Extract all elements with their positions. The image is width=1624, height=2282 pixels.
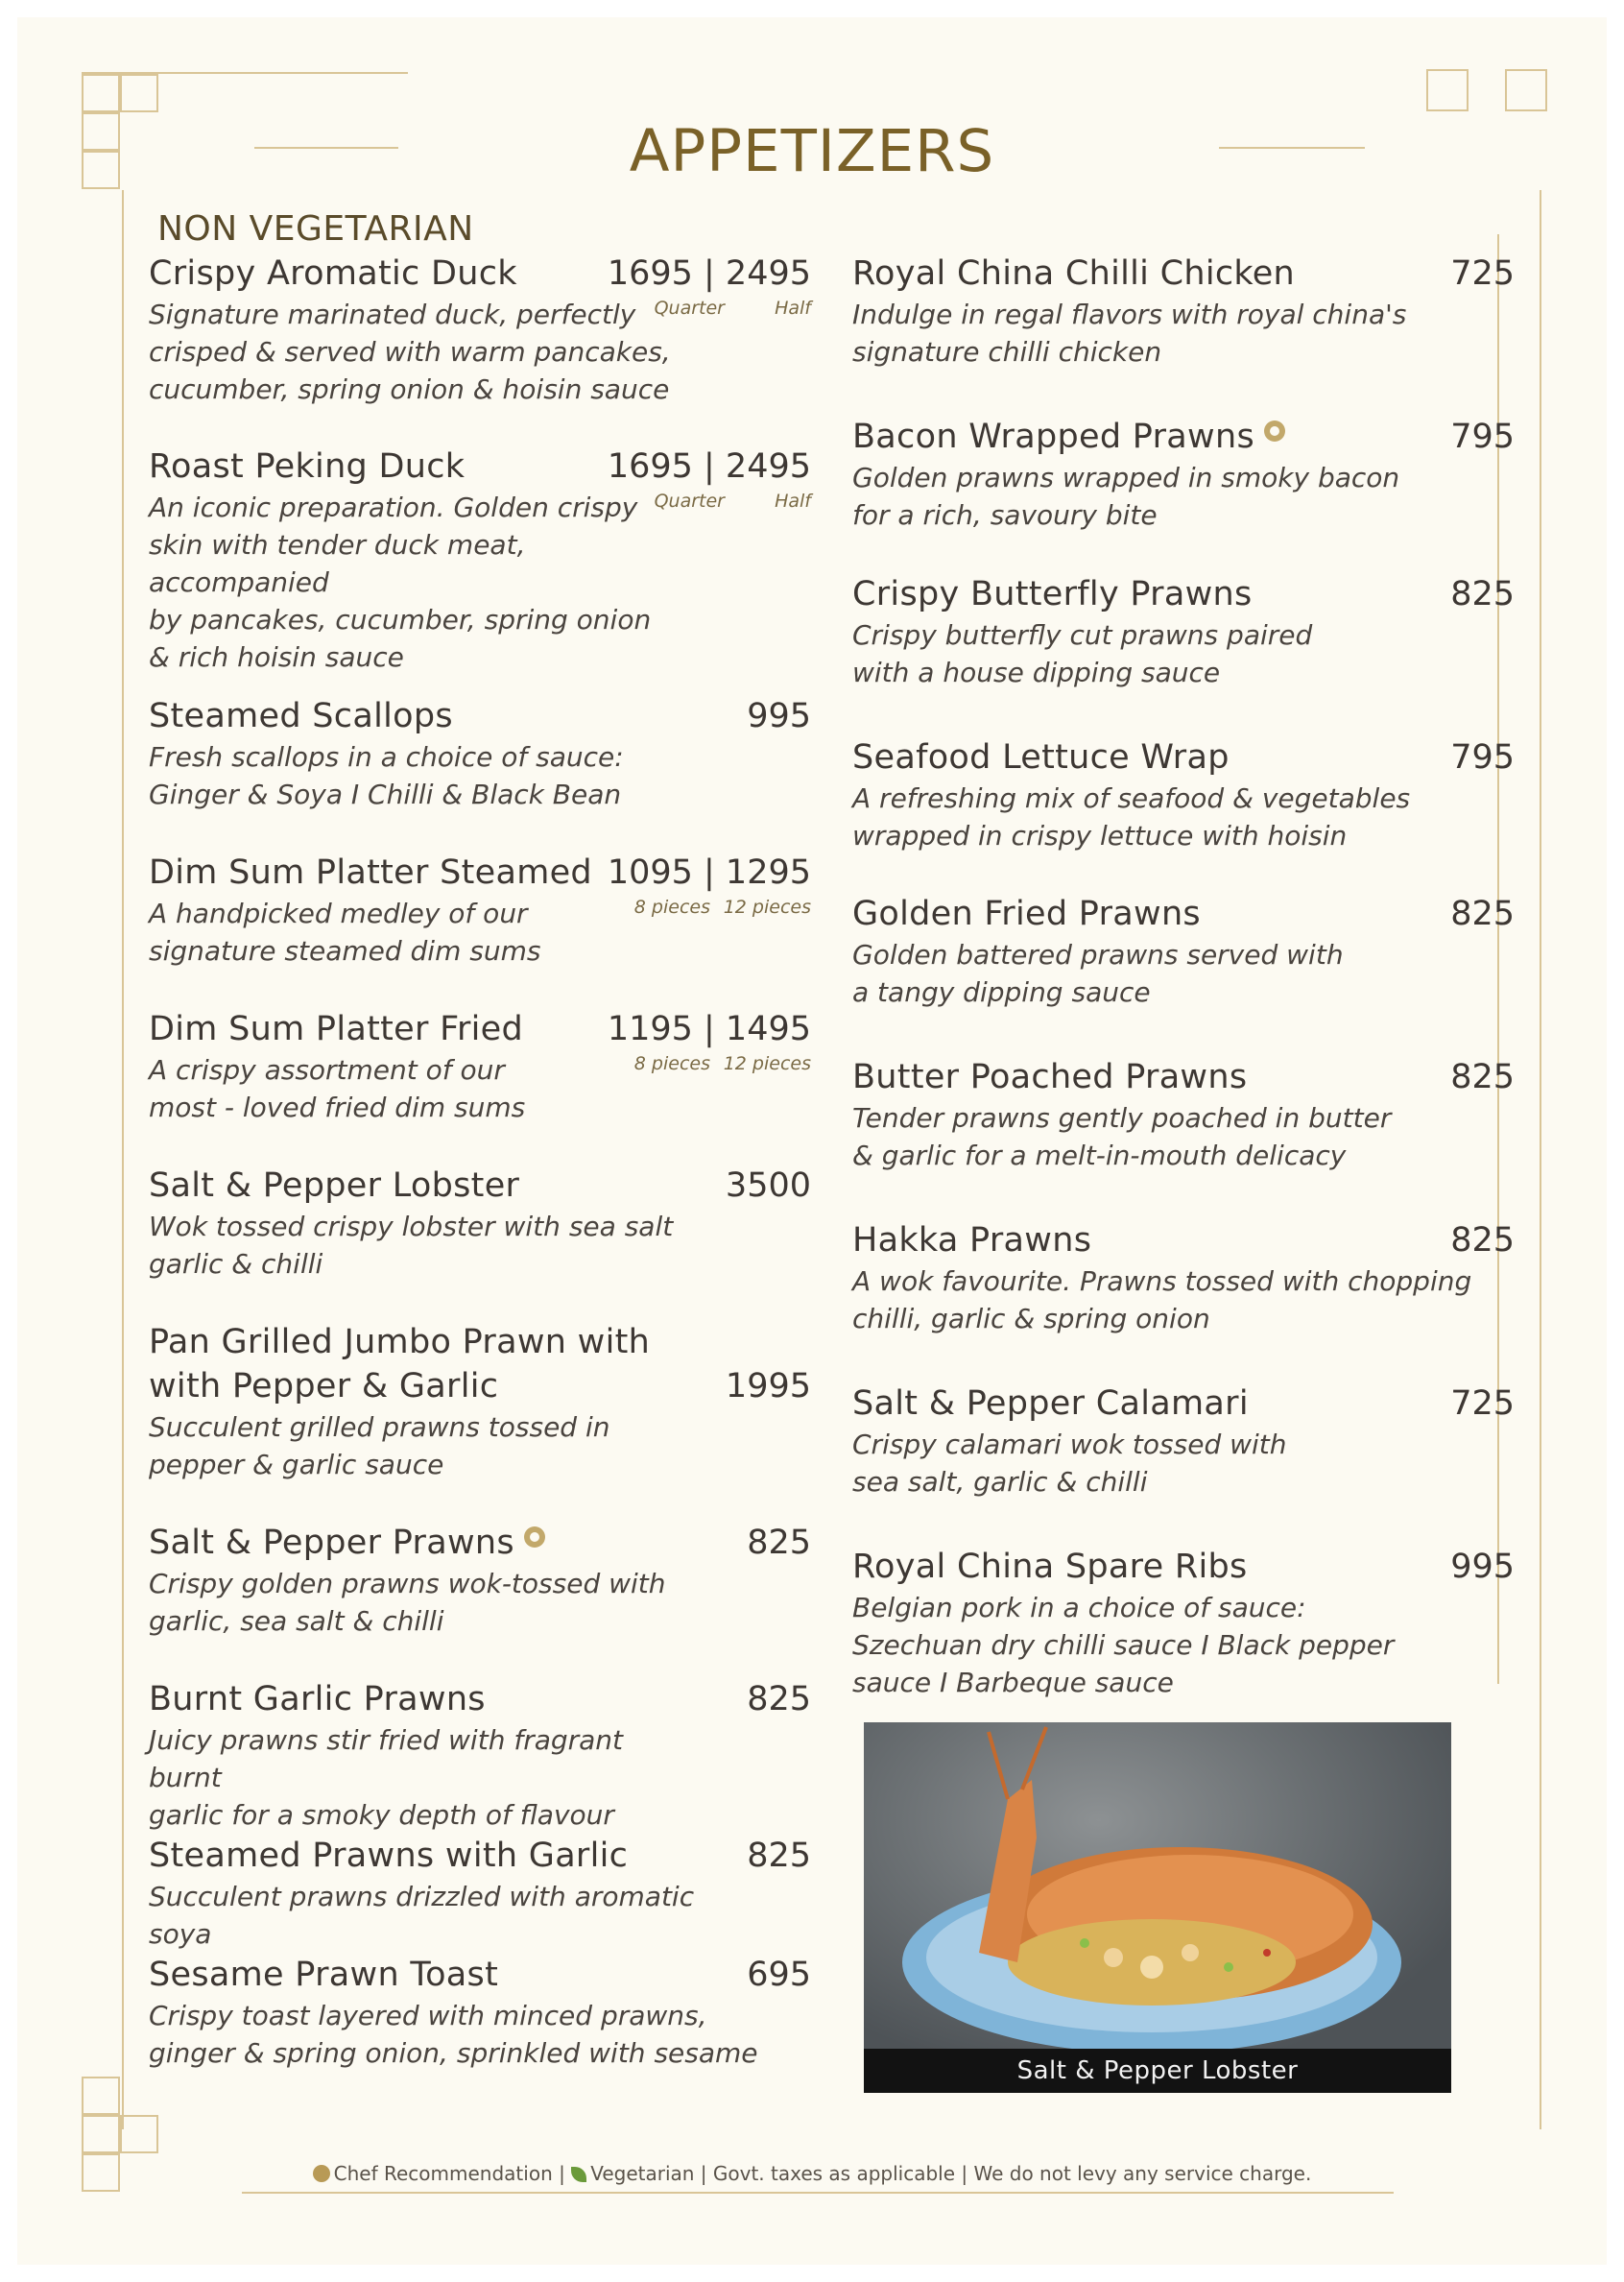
item-description: A wok favourite. Prawns tossed with chopping chilli, garlic & spring onion xyxy=(852,1265,1472,1334)
item-price: 825 xyxy=(747,1680,811,1718)
corner-box xyxy=(120,74,158,112)
item-name-text: Bacon Wrapped Prawns xyxy=(852,418,1254,456)
lobster-photo xyxy=(864,1722,1451,2049)
item-name: Royal China Chilli Chicken xyxy=(852,254,1296,293)
footer-chef-text: Chef Recommendation | xyxy=(333,2162,565,2185)
menu-item xyxy=(852,572,1515,691)
item-name: Sesame Prawn Toast xyxy=(149,1956,499,1994)
item-description: Golden prawns wrapped in smoky bacon for a rich, savoury bite xyxy=(852,462,1400,531)
item-description: Golden battered prawns served with a tangy dipping sauce xyxy=(852,939,1344,1008)
menu-page xyxy=(17,17,1607,2265)
menu-item xyxy=(149,252,811,408)
menu-item xyxy=(852,1381,1515,1501)
vegetarian-leaf-icon xyxy=(571,2167,586,2182)
item-description: Crispy butterfly cut prawns paired with a house dipping sauce xyxy=(852,619,1313,688)
item-price: 3500 xyxy=(725,1166,811,1205)
frame-line xyxy=(242,2192,1394,2194)
item-name xyxy=(852,415,1515,459)
item-name-text: Salt & Pepper Prawns xyxy=(149,1524,514,1562)
item-name: Salt & Pepper Lobster xyxy=(149,1166,520,1205)
item-price: 1695 | 2495 xyxy=(607,254,811,293)
item-description: Crispy toast layered with minced prawns, ginger & spring onion, sprinkled with sesame xyxy=(149,2000,758,2069)
size-label: Quarter xyxy=(654,491,725,512)
item-price: 825 xyxy=(747,1524,811,1562)
item-description: Succulent grilled prawns tossed in pepper & garlic sauce xyxy=(149,1411,610,1480)
menu-item xyxy=(149,1953,811,2072)
item-price: 995 xyxy=(1450,1548,1515,1586)
item-sizes xyxy=(633,1053,811,1074)
item-price: 825 xyxy=(1450,575,1515,613)
menu-item xyxy=(149,1320,811,1483)
item-name xyxy=(149,1521,811,1565)
footer-veg-text: Vegetarian | Govt. taxes as applicable | We do not levy any service charge. xyxy=(590,2162,1312,2185)
size-label: Half xyxy=(775,298,811,319)
item-name: Butter Poached Prawns xyxy=(852,1058,1248,1096)
item-description: Wok tossed crispy lobster with sea salt garlic & chilli xyxy=(149,1211,674,1280)
item-description: A crispy assortment of our most - loved fried dim sums xyxy=(149,1054,526,1123)
chef-recommendation-icon xyxy=(1264,420,1285,442)
item-name: Dim Sum Platter Fried xyxy=(149,1010,524,1048)
item-price: 1195 | 1495 xyxy=(607,1010,811,1048)
menu-item xyxy=(852,892,1515,1011)
item-price: 1995 xyxy=(725,1367,811,1405)
corner-box xyxy=(1505,69,1547,111)
item-description: A handpicked medley of our signature steamed dim sums xyxy=(149,898,541,967)
item-name: Pan Grilled Jumbo Prawn with xyxy=(149,1323,651,1361)
size-label: 12 pieces xyxy=(723,897,811,918)
item-price: 695 xyxy=(747,1956,811,1994)
frame-line xyxy=(122,190,124,2129)
menu-item xyxy=(149,1521,811,1640)
lobster-dish-illustration xyxy=(864,1722,1451,2049)
item-description: Fresh scallops in a choice of sauce: Ginger & Soya I Chilli & Black Bean xyxy=(149,741,624,810)
item-price: 795 xyxy=(1450,418,1515,456)
size-label: Half xyxy=(775,491,811,512)
item-description: Succulent prawns drizzled with aromatic soya xyxy=(149,1881,695,1950)
item-name: Hakka Prawns xyxy=(852,1221,1092,1260)
item-description: Crispy calamari wok tossed with sea salt, garlic & chilli xyxy=(852,1429,1287,1498)
item-sizes xyxy=(648,298,811,319)
page-title: APPETIZERS xyxy=(629,117,995,185)
size-label: 12 pieces xyxy=(723,1053,811,1074)
item-description: Belgian pork in a choice of sauce: Szechuan dry chilli sauce I Black pepper sauce I Barbeque sauce xyxy=(852,1592,1395,1698)
corner-box xyxy=(82,2077,120,2115)
item-price: 1695 | 2495 xyxy=(607,447,811,486)
item-price: 995 xyxy=(747,697,811,735)
item-name: Crispy Aromatic Duck xyxy=(149,254,517,293)
chef-recommendation-icon xyxy=(313,2165,330,2182)
item-price: 825 xyxy=(1450,895,1515,933)
item-name: Steamed Scallops xyxy=(149,697,453,735)
item-description: Indulge in regal flavors with royal china's signature chilli chicken xyxy=(852,299,1407,368)
footer-note xyxy=(17,2162,1607,2185)
item-name: Roast Peking Duck xyxy=(149,447,466,486)
item-price: 825 xyxy=(1450,1221,1515,1260)
item-name: Burnt Garlic Prawns xyxy=(149,1680,486,1718)
item-price: 1095 | 1295 xyxy=(607,853,811,892)
photo-caption: Salt & Pepper Lobster xyxy=(864,2049,1451,2093)
item-name: Salt & Pepper Calamari xyxy=(852,1384,1249,1423)
corner-box xyxy=(120,2115,158,2153)
item-description: An iconic preparation. Golden crispy skin with tender duck meat, accompanied by pancakes, cucumber, spring onion & rich hoisin sauce xyxy=(149,492,652,673)
item-price: 825 xyxy=(1450,1058,1515,1096)
item-description: Tender prawns gently poached in butter & garlic for a melt-in-mouth delicacy xyxy=(852,1102,1392,1171)
chef-recommendation-icon xyxy=(524,1526,545,1548)
item-description: Juicy prawns stir fried with fragrant burnt garlic for a smoky depth of flavour xyxy=(149,1724,624,1831)
menu-item xyxy=(852,1545,1515,1701)
item-name: Crispy Butterfly Prawns xyxy=(852,575,1253,613)
item-name: Steamed Prawns with Garlic xyxy=(149,1837,629,1875)
size-label: 8 pieces xyxy=(633,1053,710,1074)
menu-item xyxy=(149,694,811,813)
menu-item xyxy=(852,252,1515,371)
menu-item xyxy=(149,444,811,676)
item-name: Royal China Spare Ribs xyxy=(852,1548,1248,1586)
menu-item xyxy=(149,851,811,970)
item-price: 725 xyxy=(1450,1384,1515,1423)
item-description: Signature marinated duck, perfectly crisped & served with warm pancakes, cucumber, spring onion & hoisin sauce xyxy=(149,299,671,405)
menu-item xyxy=(852,735,1515,854)
corner-box xyxy=(82,2115,120,2153)
size-label: Quarter xyxy=(654,298,725,319)
section-heading: NON VEGETARIAN xyxy=(157,209,474,249)
item-name: Seafood Lettuce Wrap xyxy=(852,738,1230,777)
item-name-line2: with Pepper & Garlic xyxy=(149,1367,499,1405)
size-label: 8 pieces xyxy=(633,897,710,918)
menu-item xyxy=(852,1218,1515,1337)
menu-item xyxy=(149,1164,811,1283)
item-sizes xyxy=(633,897,811,918)
item-description: A refreshing mix of seafood & vegetables wrapped in crispy lettuce with hoisin xyxy=(852,782,1411,852)
item-price: 825 xyxy=(747,1837,811,1875)
menu-item xyxy=(852,415,1515,534)
item-price: 725 xyxy=(1450,254,1515,293)
menu-item xyxy=(852,1055,1515,1174)
item-sizes xyxy=(648,491,811,512)
item-name: Golden Fried Prawns xyxy=(852,895,1201,933)
menu-item xyxy=(149,1677,811,1834)
menu-item xyxy=(149,1007,811,1126)
menu-item xyxy=(149,1834,811,1953)
item-description: Crispy golden prawns wok-tossed with garlic, sea salt & chilli xyxy=(149,1568,666,1637)
frame-line xyxy=(82,72,408,74)
item-price: 795 xyxy=(1450,738,1515,777)
item-name: Dim Sum Platter Steamed xyxy=(149,853,592,892)
corner-box xyxy=(1426,69,1469,111)
frame-line xyxy=(1540,190,1541,2129)
corner-box xyxy=(82,74,120,112)
